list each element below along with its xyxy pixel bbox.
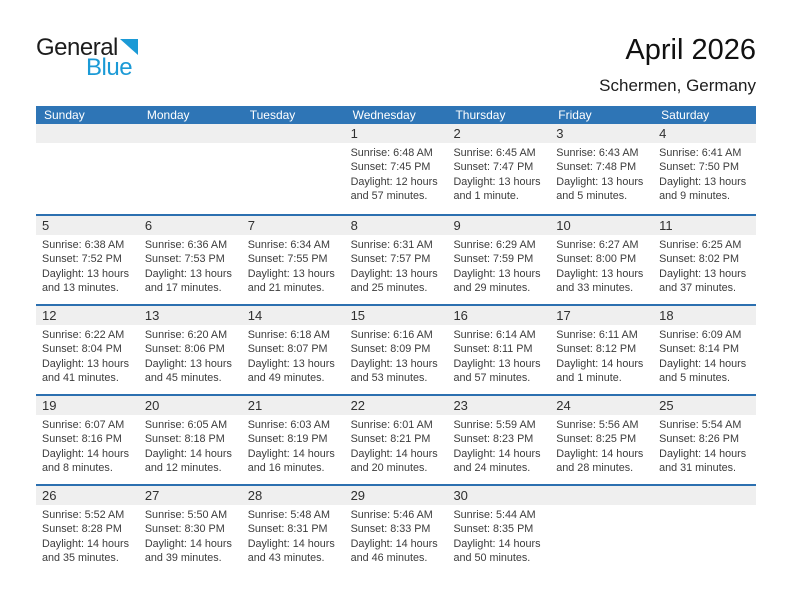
daylight-text: Daylight: 13 hours and 33 minutes. (556, 267, 644, 295)
sunrise-text: Sunrise: 6:07 AM (42, 419, 125, 431)
sunset-text: Sunset: 8:02 PM (659, 253, 739, 266)
day-number: 28 (247, 488, 263, 503)
day-number: 2 (453, 126, 461, 141)
sunset-text: Sunset: 8:06 PM (144, 343, 225, 356)
sunrise-text: Sunrise: 6:43 AM (556, 147, 639, 159)
sunrise-text: Sunrise: 6:36 AM (144, 239, 228, 251)
sunrise-text: Sunrise: 6:34 AM (247, 239, 330, 251)
day-details (550, 235, 653, 296)
day-detail-band (36, 325, 756, 386)
daylight-text: Daylight: 13 hours and 49 minutes. (247, 357, 335, 385)
day-number: 13 (144, 308, 160, 323)
day-number: 9 (453, 218, 461, 233)
empty-day-details (36, 143, 139, 204)
day-details (345, 505, 448, 566)
daylight-text: Daylight: 14 hours and 1 minute. (556, 357, 644, 385)
empty-day-number (139, 124, 242, 143)
day-details (550, 415, 653, 476)
sunset-text: Sunset: 7:55 PM (247, 253, 328, 266)
daylight-text: Daylight: 13 hours and 1 minute. (453, 175, 541, 203)
weekday-header-bar (36, 106, 756, 124)
daylight-text: Daylight: 13 hours and 5 minutes. (556, 175, 644, 203)
sunrise-text: Sunrise: 5:44 AM (453, 509, 536, 521)
general-blue-logo (36, 36, 138, 80)
sunset-text: Sunset: 7:59 PM (453, 253, 534, 266)
empty-day-details (653, 505, 756, 566)
day-details (653, 143, 756, 204)
day-details (447, 415, 550, 476)
day-details (139, 325, 242, 386)
sunrise-text: Sunrise: 6:22 AM (42, 329, 125, 341)
daylight-text: Daylight: 13 hours and 41 minutes. (42, 357, 130, 385)
week-row (36, 124, 756, 214)
day-number: 6 (144, 218, 153, 233)
day-number: 7 (247, 218, 255, 233)
day-number: 29 (350, 488, 366, 503)
sunrise-text: Sunrise: 6:38 AM (42, 239, 125, 251)
sunset-text: Sunset: 7:57 PM (350, 253, 431, 266)
sunset-text: Sunset: 8:11 PM (453, 343, 533, 356)
daylight-text: Daylight: 14 hours and 46 minutes. (350, 537, 438, 565)
weekday-header-friday: Friday (558, 108, 592, 122)
day-details (242, 325, 345, 386)
sunrise-text: Sunrise: 6:25 AM (659, 239, 742, 251)
empty-day-number (653, 486, 756, 505)
day-detail-band (36, 235, 756, 296)
daylight-text: Daylight: 14 hours and 31 minutes. (659, 447, 747, 475)
day-number-band (36, 216, 756, 235)
weekday-header-monday: Monday (146, 108, 190, 122)
sunrise-text: Sunrise: 5:46 AM (350, 509, 433, 521)
sunset-text: Sunset: 8:28 PM (42, 523, 122, 536)
day-details (242, 505, 345, 566)
sunset-text: Sunset: 8:12 PM (556, 343, 637, 356)
day-number: 18 (659, 308, 674, 323)
sunset-text: Sunset: 8:33 PM (350, 523, 431, 536)
daylight-text: Daylight: 13 hours and 37 minutes. (659, 267, 747, 295)
daylight-text: Daylight: 13 hours and 57 minutes. (453, 357, 541, 385)
daylight-text: Daylight: 14 hours and 12 minutes. (144, 447, 232, 475)
sunrise-text: Sunrise: 6:20 AM (144, 329, 228, 341)
calendar (36, 106, 756, 574)
sunset-text: Sunset: 7:48 PM (556, 161, 637, 174)
day-number: 12 (42, 308, 57, 323)
day-details (139, 235, 242, 296)
day-number: 8 (350, 218, 358, 233)
day-number-band (36, 396, 756, 415)
week-row (36, 394, 756, 484)
calendar-grid (36, 124, 756, 574)
sunset-text: Sunset: 7:52 PM (42, 253, 122, 266)
day-number-band (36, 124, 756, 143)
sunset-text: Sunset: 7:45 PM (350, 161, 431, 174)
sunset-text: Sunset: 8:07 PM (247, 343, 328, 356)
day-number: 17 (556, 308, 571, 323)
weekday-header-sunday: Sunday (44, 108, 85, 122)
day-details (653, 235, 756, 296)
day-details (345, 415, 448, 476)
day-number: 10 (556, 218, 571, 233)
day-details (653, 415, 756, 476)
week-row (36, 304, 756, 394)
page-subtitle: Schermen, Germany (599, 76, 756, 95)
day-number: 26 (42, 488, 57, 503)
day-number: 5 (42, 218, 50, 233)
sunrise-text: Sunrise: 6:03 AM (247, 419, 330, 431)
empty-day-number (242, 124, 345, 143)
sunset-text: Sunset: 7:50 PM (659, 161, 739, 174)
weekday-header-saturday: Saturday (661, 108, 710, 122)
daylight-text: Daylight: 14 hours and 50 minutes. (453, 537, 541, 565)
day-number: 16 (453, 308, 468, 323)
day-number: 4 (659, 126, 667, 141)
daylight-text: Daylight: 13 hours and 53 minutes. (350, 357, 438, 385)
daylight-text: Daylight: 14 hours and 20 minutes. (350, 447, 438, 475)
day-number: 14 (247, 308, 263, 323)
sunrise-text: Sunrise: 6:48 AM (350, 147, 433, 159)
daylight-text: Daylight: 14 hours and 16 minutes. (247, 447, 335, 475)
sunset-text: Sunset: 8:19 PM (247, 433, 328, 446)
daylight-text: Daylight: 13 hours and 9 minutes. (659, 175, 747, 203)
day-details (139, 505, 242, 566)
day-details (242, 235, 345, 296)
day-details (447, 325, 550, 386)
sunset-text: Sunset: 8:31 PM (247, 523, 328, 536)
sunset-text: Sunset: 8:21 PM (350, 433, 431, 446)
daylight-text: Daylight: 13 hours and 13 minutes. (42, 267, 130, 295)
sunset-text: Sunset: 8:16 PM (42, 433, 122, 446)
daylight-text: Daylight: 14 hours and 28 minutes. (556, 447, 644, 475)
sunrise-text: Sunrise: 6:01 AM (350, 419, 433, 431)
sunrise-text: Sunrise: 6:14 AM (453, 329, 536, 341)
sunrise-text: Sunrise: 6:45 AM (453, 147, 536, 159)
day-details (36, 325, 139, 386)
day-details (345, 325, 448, 386)
day-number-band (36, 306, 756, 325)
day-number: 22 (350, 398, 366, 413)
title-block (599, 34, 756, 96)
sunset-text: Sunset: 8:23 PM (453, 433, 534, 446)
day-number-band (36, 486, 756, 505)
sunrise-text: Sunrise: 5:56 AM (556, 419, 639, 431)
sunrise-text: Sunrise: 6:11 AM (556, 329, 638, 341)
sunset-text: Sunset: 8:25 PM (556, 433, 637, 446)
week-row (36, 484, 756, 574)
logo-general-text: General (36, 34, 118, 61)
daylight-text: Daylight: 13 hours and 45 minutes. (144, 357, 232, 385)
sunrise-text: Sunrise: 6:31 AM (350, 239, 433, 251)
day-detail-band (36, 505, 756, 566)
day-details (36, 235, 139, 296)
sunrise-text: Sunrise: 5:59 AM (453, 419, 536, 431)
day-details (139, 415, 242, 476)
sunset-text: Sunset: 8:09 PM (350, 343, 431, 356)
sunset-text: Sunset: 8:14 PM (659, 343, 739, 356)
daylight-text: Daylight: 14 hours and 8 minutes. (42, 447, 130, 475)
sunset-text: Sunset: 8:35 PM (453, 523, 534, 536)
sunset-text: Sunset: 8:04 PM (42, 343, 122, 356)
sunrise-text: Sunrise: 6:16 AM (350, 329, 433, 341)
empty-day-details (550, 505, 653, 566)
day-details (345, 143, 448, 204)
day-number: 20 (144, 398, 160, 413)
day-details (36, 415, 139, 476)
weekday-header-wednesday: Wednesday (352, 108, 416, 122)
sunset-text: Sunset: 7:53 PM (144, 253, 225, 266)
sunrise-text: Sunrise: 6:27 AM (556, 239, 639, 251)
daylight-text: Daylight: 14 hours and 24 minutes. (453, 447, 541, 475)
sunset-text: Sunset: 7:47 PM (453, 161, 534, 174)
logo-blue-text: Blue (86, 54, 133, 81)
sunrise-text: Sunrise: 5:50 AM (144, 509, 228, 521)
day-details (447, 143, 550, 204)
weekday-header-tuesday: Tuesday (249, 108, 296, 122)
day-number: 21 (247, 398, 263, 413)
day-number: 23 (453, 398, 468, 413)
daylight-text: Daylight: 14 hours and 5 minutes. (659, 357, 747, 385)
sunset-text: Sunset: 8:00 PM (556, 253, 637, 266)
daylight-text: Daylight: 14 hours and 43 minutes. (247, 537, 335, 565)
sunset-text: Sunset: 8:30 PM (144, 523, 225, 536)
day-number: 1 (350, 126, 358, 141)
day-details (447, 235, 550, 296)
page-title: April 2026 (625, 34, 756, 66)
daylight-text: Daylight: 13 hours and 17 minutes. (144, 267, 232, 295)
sunrise-text: Sunrise: 6:41 AM (659, 147, 742, 159)
week-row (36, 214, 756, 304)
day-details (550, 143, 653, 204)
sunrise-text: Sunrise: 5:48 AM (247, 509, 330, 521)
daylight-text: Daylight: 13 hours and 21 minutes. (247, 267, 335, 295)
daylight-text: Daylight: 13 hours and 29 minutes. (453, 267, 541, 295)
empty-day-number (550, 486, 653, 505)
sunrise-text: Sunrise: 5:52 AM (42, 509, 125, 521)
sunrise-text: Sunrise: 6:05 AM (144, 419, 228, 431)
sunset-text: Sunset: 8:26 PM (659, 433, 739, 446)
day-number: 27 (144, 488, 160, 503)
weekday-header-thursday: Thursday (455, 108, 506, 122)
day-detail-band (36, 415, 756, 476)
daylight-text: Daylight: 13 hours and 25 minutes. (350, 267, 438, 295)
empty-day-details (242, 143, 345, 204)
logo-triangle-icon (120, 39, 138, 55)
daylight-text: Daylight: 14 hours and 39 minutes. (144, 537, 232, 565)
day-details (345, 235, 448, 296)
day-number: 25 (659, 398, 674, 413)
sunrise-text: Sunrise: 6:09 AM (659, 329, 742, 341)
daylight-text: Daylight: 12 hours and 57 minutes. (350, 175, 438, 203)
day-details (653, 325, 756, 386)
day-number: 3 (556, 126, 564, 141)
day-details (550, 325, 653, 386)
sunrise-text: Sunrise: 6:29 AM (453, 239, 536, 251)
day-number: 30 (453, 488, 468, 503)
sunset-text: Sunset: 8:18 PM (144, 433, 225, 446)
day-number: 15 (350, 308, 366, 323)
empty-day-number (36, 124, 139, 143)
day-details (242, 415, 345, 476)
day-number: 11 (659, 218, 673, 233)
day-number: 19 (42, 398, 57, 413)
sunrise-text: Sunrise: 6:18 AM (247, 329, 330, 341)
day-number: 24 (556, 398, 571, 413)
empty-day-details (139, 143, 242, 204)
day-details (447, 505, 550, 566)
sunrise-text: Sunrise: 5:54 AM (659, 419, 742, 431)
daylight-text: Daylight: 14 hours and 35 minutes. (42, 537, 130, 565)
day-details (36, 505, 139, 566)
day-detail-band (36, 143, 756, 204)
